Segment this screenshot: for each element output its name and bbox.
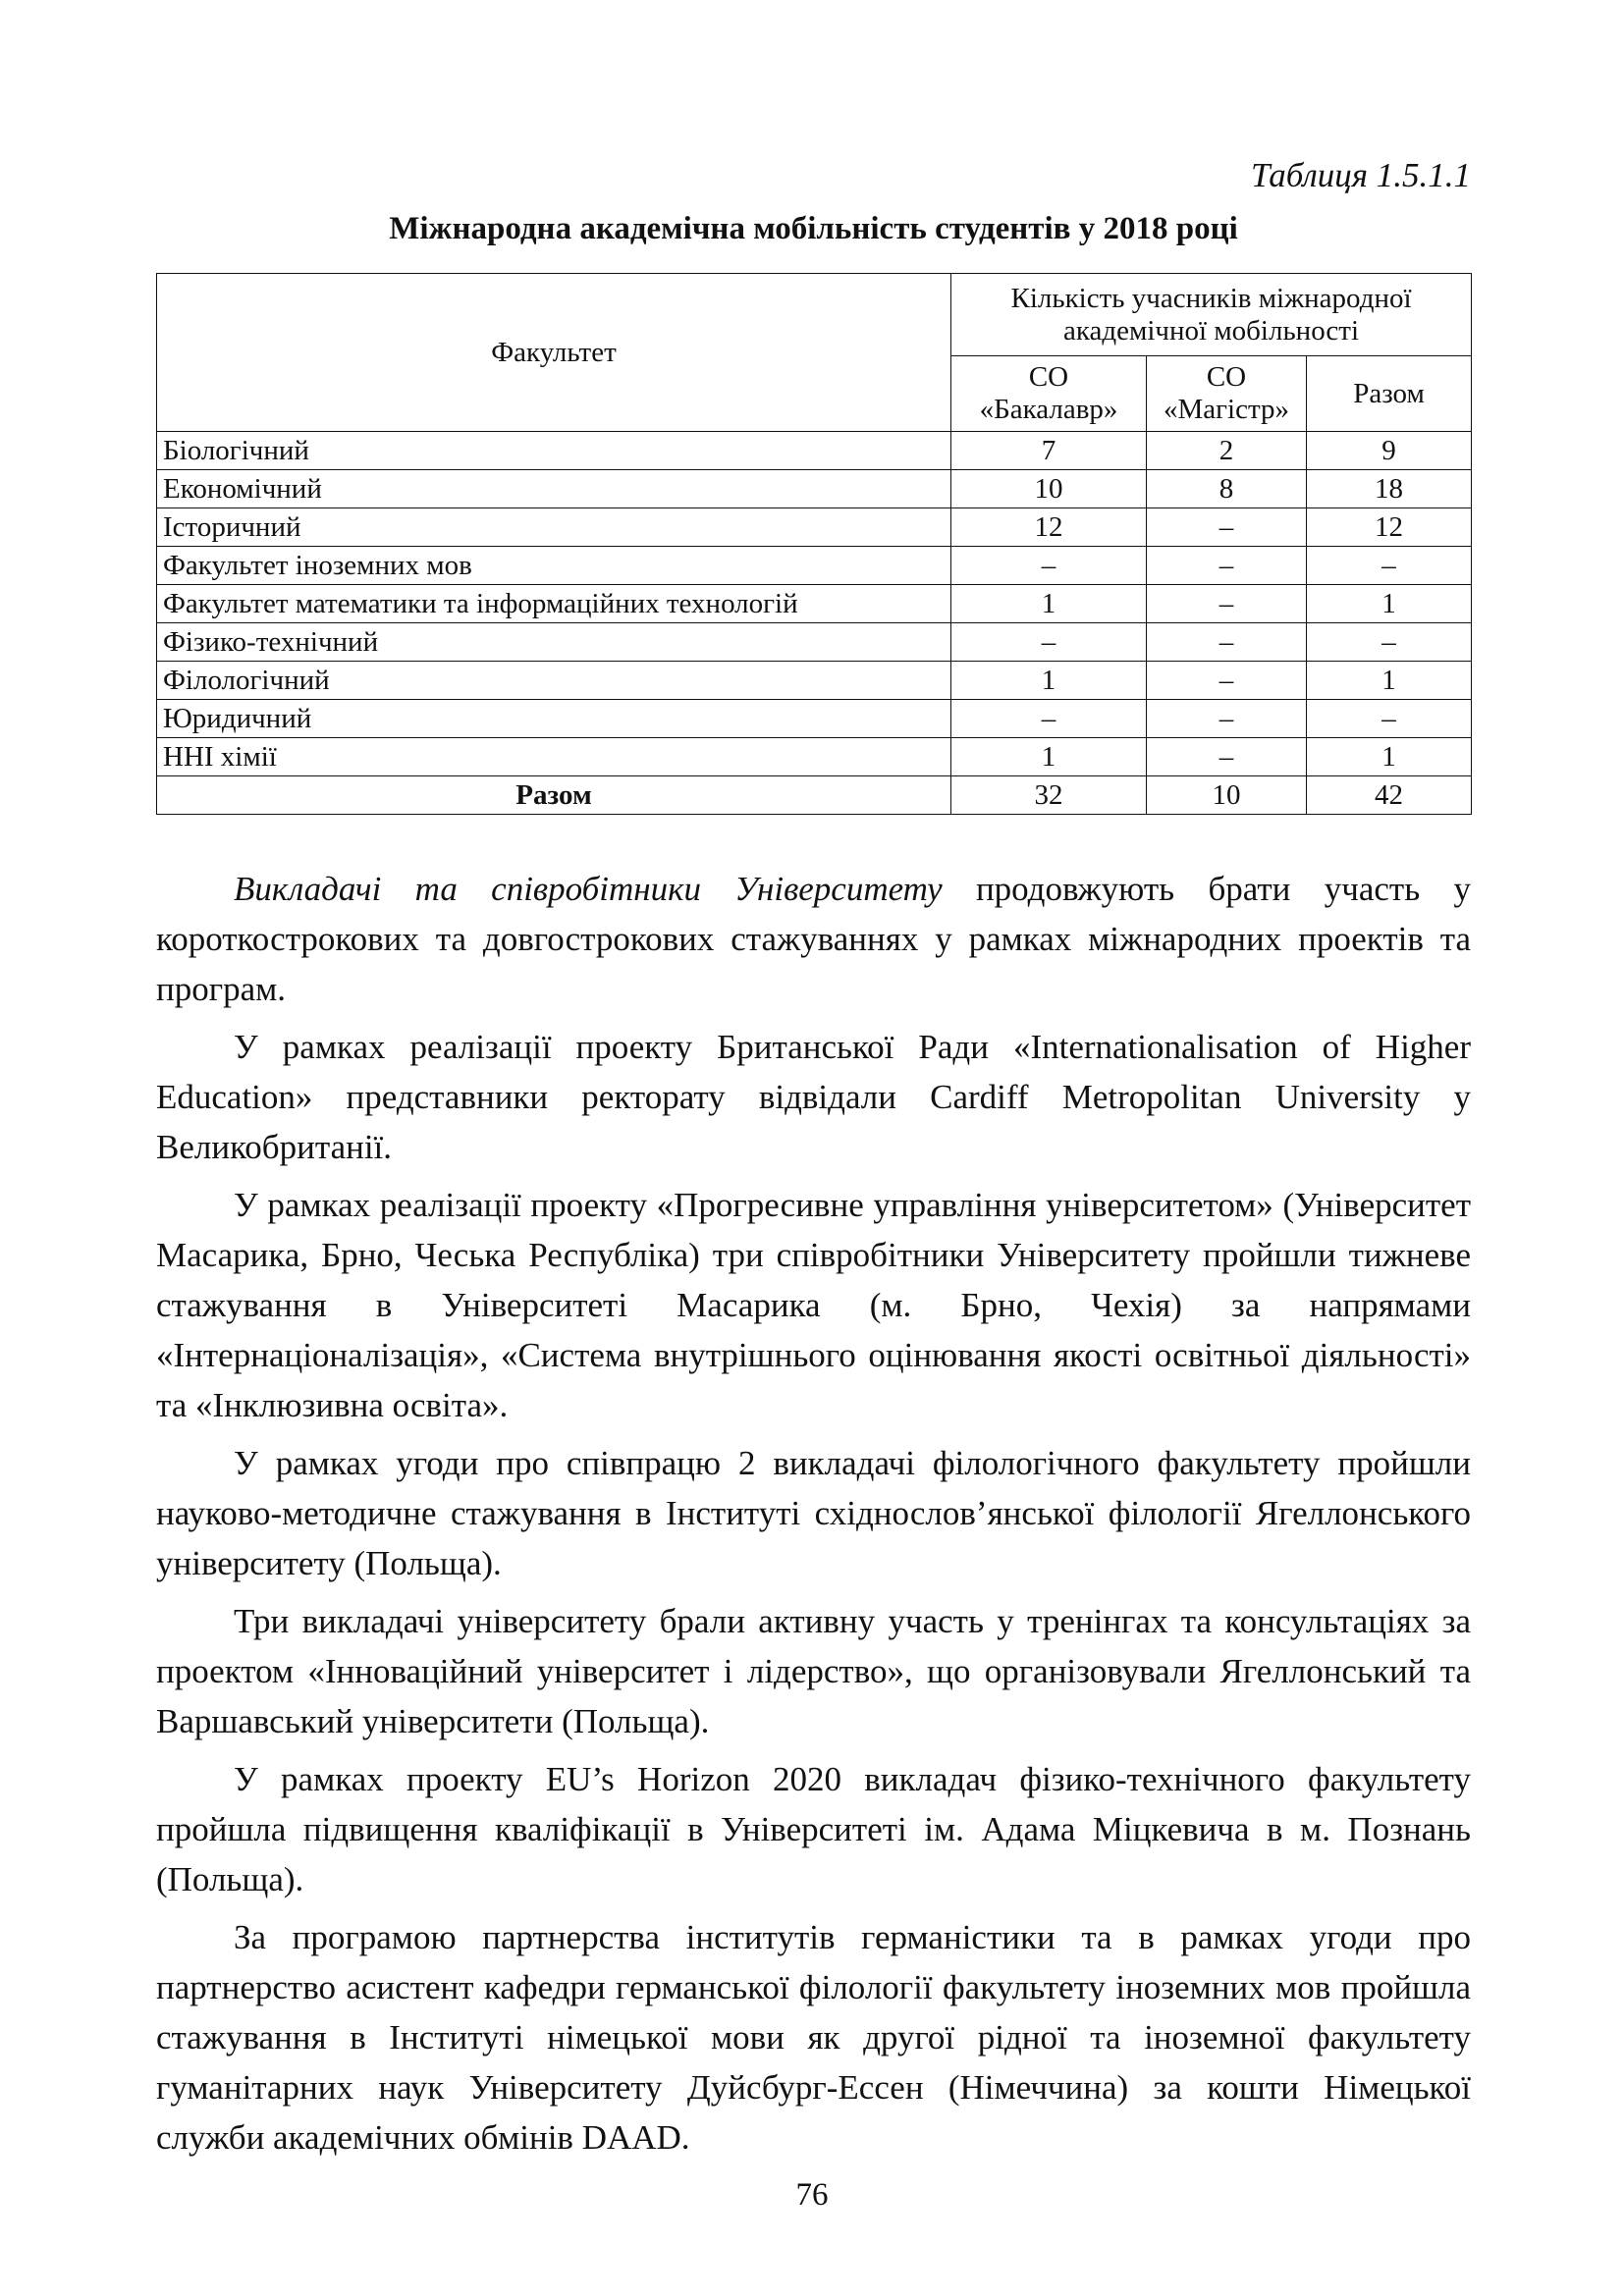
header-master-line2: «Магістр» <box>1163 394 1289 425</box>
cell-master: – <box>1147 623 1307 662</box>
mobility-table <box>156 273 1472 815</box>
header-total: Разом <box>1307 356 1472 432</box>
cell-total: 1 <box>1307 662 1472 700</box>
cell-master: 8 <box>1147 470 1307 508</box>
cell-faculty: Факультет іноземних мов <box>157 547 951 585</box>
cell-faculty: ННІ хімії <box>157 738 951 776</box>
total-total: 42 <box>1307 776 1472 815</box>
cell-faculty: Біологічний <box>157 432 951 470</box>
table-title: Міжнародна академічна мобільність студентів у 2018 році <box>389 211 1238 246</box>
header-bachelor-line2: «Бакалавр» <box>979 394 1118 425</box>
paragraph-text: продовжують брати участь у короткострокових та довгострокових стажуваннях у рамках міжнародних проектів та програм. <box>156 870 1471 1008</box>
cell-bachelor: 1 <box>951 738 1147 776</box>
table-row <box>157 585 1472 623</box>
cell-total: 18 <box>1307 470 1472 508</box>
table-row <box>157 470 1472 508</box>
cell-master: 2 <box>1147 432 1307 470</box>
total-bachelor: 32 <box>951 776 1147 815</box>
total-label: Разом <box>157 776 951 815</box>
paragraph: Три викладачі університету брали активну участь у тренінгах та консультаціях за проектом «Інноваційний університет і лідерство», що організовували Ягеллонський та Варшавський університети (Польща). <box>156 1602 1471 1740</box>
cell-total: 12 <box>1307 508 1472 547</box>
table-row <box>157 700 1472 738</box>
header-master-line1: СО <box>1206 361 1247 393</box>
paragraph: За програмою партнерства інститутів германістики та в рамках угоди про партнерство асистент кафедри германської філології факультету іноземних мов пройшла стажування в Інституті німецької мови як другої рідної та іноземної факультету гуманітарних наук Університету Дуйсбург-Ессен (Німеччина) за кошти Німецької служби академічних обмінів DAAD. <box>156 1918 1471 2157</box>
body-text <box>156 864 1471 2163</box>
table-row <box>157 662 1472 700</box>
cell-bachelor: 1 <box>951 585 1147 623</box>
cell-total: 1 <box>1307 585 1472 623</box>
cell-faculty: Факультет математики та інформаційних технологій <box>157 585 951 623</box>
paragraph: У рамках реалізації проекту Британської Ради «Internationalisation of Higher Education» представники ректорату відвідали Cardiff Metropolitan University у Великобританії. <box>156 1028 1471 1166</box>
cell-bachelor: 10 <box>951 470 1147 508</box>
cell-total: – <box>1307 700 1472 738</box>
cell-master: – <box>1147 508 1307 547</box>
cell-total: – <box>1307 623 1472 662</box>
cell-bachelor: – <box>951 547 1147 585</box>
table-row <box>157 508 1472 547</box>
table-total-row <box>157 776 1472 815</box>
table-row <box>157 738 1472 776</box>
header-faculty: Факультет <box>157 274 951 432</box>
cell-bachelor: 12 <box>951 508 1147 547</box>
cell-faculty: Економічний <box>157 470 951 508</box>
cell-total: 9 <box>1307 432 1472 470</box>
cell-master: – <box>1147 662 1307 700</box>
cell-master: – <box>1147 585 1307 623</box>
cell-bachelor: – <box>951 700 1147 738</box>
cell-faculty: Юридичний <box>157 700 951 738</box>
paragraph-italic-lead: Викладачі та співробітники Університету <box>234 870 943 908</box>
cell-faculty: Історичний <box>157 508 951 547</box>
cell-bachelor: 7 <box>951 432 1147 470</box>
header-participants-group: Кількість учасників міжнародної академічної мобільності <box>951 274 1472 356</box>
cell-master: – <box>1147 738 1307 776</box>
cell-bachelor: – <box>951 623 1147 662</box>
cell-faculty: Фізико-технічний <box>157 623 951 662</box>
table-number: Таблиця 1.5.1.1 <box>1251 156 1471 194</box>
header-bachelor <box>951 356 1147 432</box>
total-master: 10 <box>1147 776 1307 815</box>
cell-faculty: Філологічний <box>157 662 951 700</box>
cell-master: – <box>1147 547 1307 585</box>
paragraph <box>156 864 1471 1014</box>
header-master <box>1147 356 1307 432</box>
paragraph: У рамках проекту EU’s Horizon 2020 викладач фізико-технічного факультету пройшла підвищення кваліфікації в Університеті ім. Адама Міцкевича в м. Познань (Польща). <box>156 1760 1471 1898</box>
cell-total: – <box>1307 547 1472 585</box>
table-row <box>157 623 1472 662</box>
paragraph: У рамках угоди про співпрацю 2 викладачі філологічного факультету пройшли науково-методичне стажування в Інституті східнослов’янської філології Ягеллонського університету (Польща). <box>156 1444 1471 1582</box>
paragraph: У рамках реалізації проекту «Прогресивне управління університетом» (Університет Масарика, Брно, Чеська Республіка) три співробітники Університету пройшли тижневе стажування в Університеті Масарика (м. Брно, Чехія) за напрямами «Інтернаціоналізація», «Система внутрішнього оцінювання якості освітньої діяльності» та «Інклюзивна освіта». <box>156 1186 1471 1424</box>
cell-master: – <box>1147 700 1307 738</box>
header-bachelor-line1: СО <box>1028 361 1069 393</box>
cell-total: 1 <box>1307 738 1472 776</box>
table-row <box>157 547 1472 585</box>
table-row <box>157 432 1472 470</box>
page-number: 76 <box>795 2177 829 2213</box>
cell-bachelor: 1 <box>951 662 1147 700</box>
